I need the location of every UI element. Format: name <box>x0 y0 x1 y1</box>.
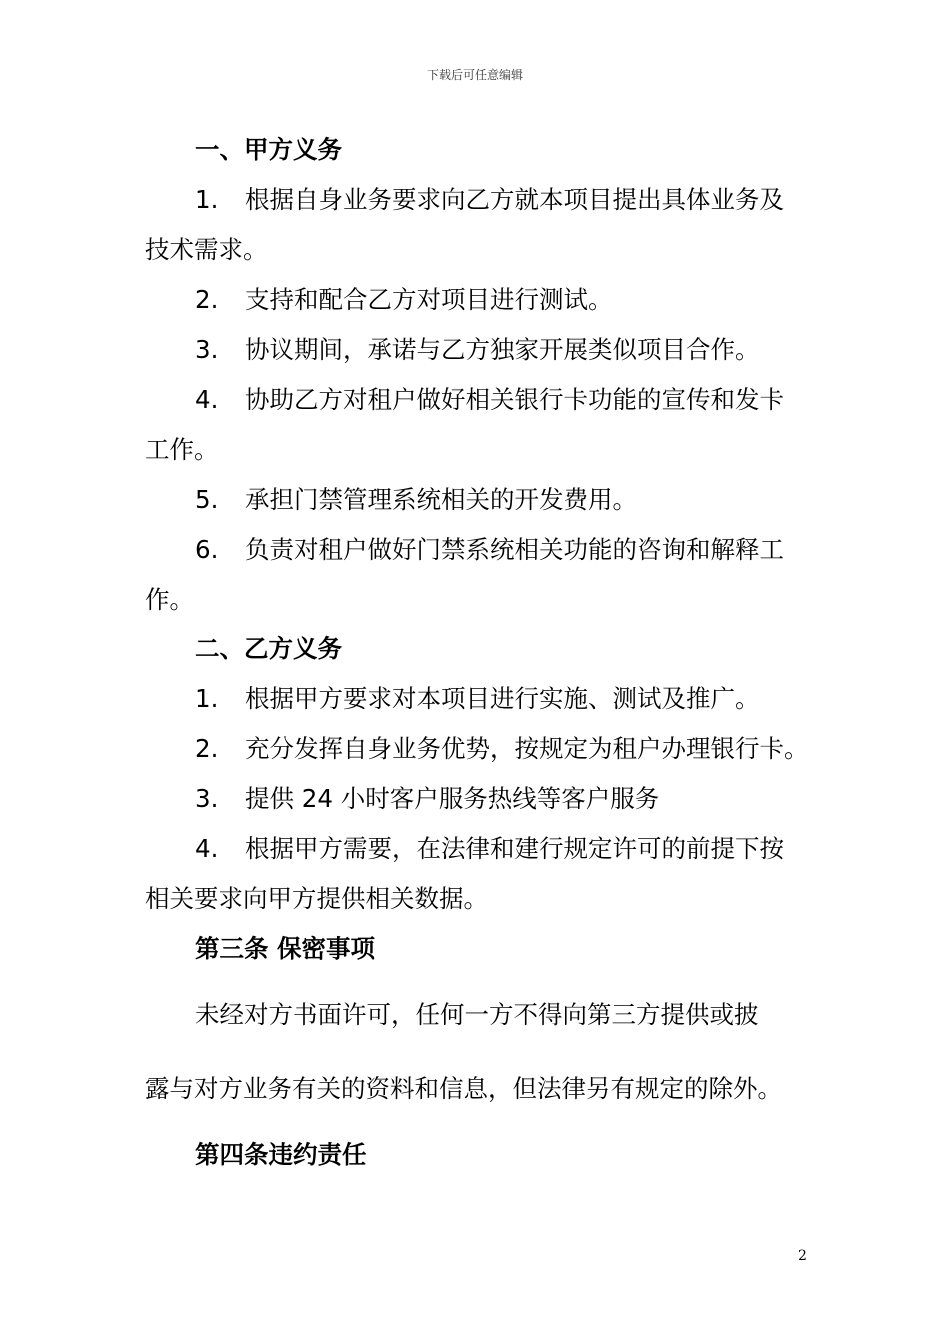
list-item <box>195 534 784 566</box>
list-item <box>195 484 637 516</box>
list-item <box>195 284 613 316</box>
article-3-text-line-1: 未经对方书面许可，任何一方不得向第三方提供或披 <box>195 1000 759 1029</box>
article-3-title: 第三条 保密事项 <box>195 934 376 963</box>
section-title-party-b: 二、乙方义务 <box>195 634 342 663</box>
item-text: 支持和配合乙方对项目进行测试。 <box>245 285 613 314</box>
item-number: 6. <box>195 535 219 564</box>
item-text: 协议期间，承诺与乙方独家开展类似项目合作。 <box>245 335 760 364</box>
list-item <box>195 334 760 366</box>
item-text: 协助乙方对租户做好相关银行卡功能的宣传和发卡 <box>245 385 784 414</box>
item-text: 承担门禁管理系统相关的开发费用。 <box>245 485 637 514</box>
page-number: 2 <box>798 1248 807 1264</box>
item-number: 2. <box>195 285 219 314</box>
item-text: 负责对租户做好门禁系统相关功能的咨询和解释工 <box>245 535 784 564</box>
item-continuation: 相关要求向甲方提供相关数据。 <box>145 884 488 913</box>
section-title-party-a: 一、甲方义务 <box>195 135 342 164</box>
item-text: 充分发挥自身业务优势，按规定为租户办理银行卡。 <box>245 734 809 763</box>
list-item <box>195 733 809 765</box>
item-number: 1. <box>195 684 219 713</box>
list-item <box>195 384 784 416</box>
item-continuation: 技术需求。 <box>145 235 268 264</box>
item-number: 4. <box>195 385 219 414</box>
item-number: 3. <box>195 335 219 364</box>
item-number: 2. <box>195 734 219 763</box>
list-item <box>195 783 659 815</box>
article-3-text-line-2: 露与对方业务有关的资料和信息，但法律另有规定的除外。 <box>145 1074 782 1103</box>
item-text: 根据甲方需要，在法律和建行规定许可的前提下按 <box>245 834 784 863</box>
item-number: 1. <box>195 185 219 214</box>
item-text: 根据自身业务要求向乙方就本项目提出具体业务及 <box>245 185 784 214</box>
item-text: 根据甲方要求对本项目进行实施、测试及推广。 <box>245 684 760 713</box>
list-item <box>195 184 784 216</box>
item-continuation: 作。 <box>145 585 194 614</box>
item-number: 3. <box>195 784 219 813</box>
article-4-title: 第四条违约责任 <box>195 1140 367 1169</box>
page-header: 下载后可任意编辑 <box>426 68 523 82</box>
item-number: 4. <box>195 834 219 863</box>
item-number: 5. <box>195 485 219 514</box>
item-text: 提供 24 小时客户服务热线等客户服务 <box>245 784 660 813</box>
item-continuation: 工作。 <box>145 435 219 464</box>
list-item <box>195 683 760 715</box>
list-item <box>195 833 784 865</box>
